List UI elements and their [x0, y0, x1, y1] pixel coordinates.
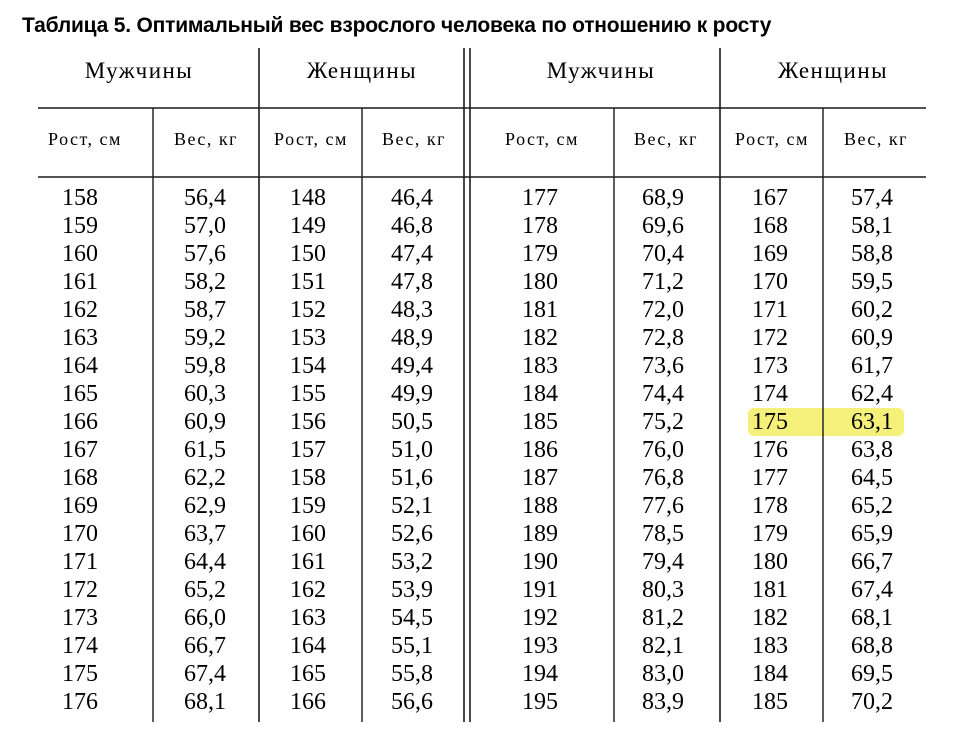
table-cell: 56,4 [184, 185, 226, 211]
table-cell: 83,0 [642, 661, 684, 687]
table-cell: 58,2 [184, 269, 226, 295]
table-cell: 169 [62, 493, 98, 519]
table-cell: 158 [62, 185, 98, 211]
table-cell: 70,4 [642, 241, 684, 267]
table-cell: 185 [522, 409, 558, 435]
table-cell: 57,6 [184, 241, 226, 267]
table-cell: 78,5 [642, 521, 684, 547]
table-cell: 180 [522, 269, 558, 295]
table-cell: 157 [290, 437, 326, 463]
table-cell: 171 [752, 297, 788, 323]
table-cell: 176 [62, 689, 98, 715]
table-cell: 71,2 [642, 269, 684, 295]
table-cell: 167 [62, 437, 98, 463]
table-cell: 187 [522, 465, 558, 491]
table-cell: 51,6 [391, 465, 433, 491]
table-cell: 63,8 [851, 437, 893, 463]
table-cell: 69,6 [642, 213, 684, 239]
column-header-1: Рост, см [48, 129, 122, 149]
table-cell: 152 [290, 297, 326, 323]
table-cell: 192 [522, 605, 558, 631]
table-cell: 55,1 [391, 633, 433, 659]
table-cell: 58,8 [851, 241, 893, 267]
table-cell: 68,9 [642, 185, 684, 211]
table-cell: 177 [522, 185, 558, 211]
table-cell: 60,9 [851, 325, 893, 351]
table-cell: 159 [290, 493, 326, 519]
table-cell: 168 [62, 465, 98, 491]
table-cell: 49,4 [391, 353, 433, 379]
table-cell: 62,9 [184, 493, 226, 519]
table-cell: 68,1 [184, 689, 226, 715]
table-cell: 75,2 [642, 409, 684, 435]
table-cell: 162 [62, 297, 98, 323]
table-cell: 168 [752, 213, 788, 239]
column-header-6: Вес, кг [633, 129, 699, 149]
table-cell: 164 [62, 353, 98, 379]
table-cell: 195 [522, 689, 558, 715]
table-cell: 54,5 [391, 605, 433, 631]
column-header-4: Вес, кг [381, 129, 447, 149]
table-cell: 47,8 [391, 269, 433, 295]
page-title: Таблица 5. Оптимальный вес взрослого человека по отношению к росту [22, 14, 772, 37]
table-cell: 60,2 [851, 297, 893, 323]
table-cell: 177 [752, 465, 788, 491]
table-cell: 154 [290, 353, 326, 379]
table-cell: 148 [290, 185, 326, 211]
table-cell: 66,7 [851, 549, 893, 575]
group-header-3: Мужчины [546, 58, 656, 83]
table-cell: 67,4 [851, 577, 893, 603]
table-cell: 60,9 [184, 409, 226, 435]
table-cell: 172 [62, 577, 98, 603]
table-cell: 63,1 [851, 409, 893, 435]
table-cell: 50,5 [391, 409, 433, 435]
table-cell: 68,1 [851, 605, 893, 631]
table-cell: 159 [62, 213, 98, 239]
table-cell: 163 [290, 605, 326, 631]
table-cell: 66,0 [184, 605, 226, 631]
group-header-2: Женщины [306, 58, 418, 83]
table-cell: 70,2 [851, 689, 893, 715]
table-cell: 162 [290, 577, 326, 603]
table-cell: 175 [62, 661, 98, 687]
table-text [48, 58, 908, 715]
table-cell: 57,0 [184, 213, 226, 239]
table-cell: 64,5 [851, 465, 893, 491]
table-cell: 62,2 [184, 465, 226, 491]
table-cell: 166 [290, 689, 326, 715]
table-cell: 51,0 [391, 437, 433, 463]
table-cell: 83,9 [642, 689, 684, 715]
table-cell: 53,9 [391, 577, 433, 603]
column-header-3: Рост, см [274, 129, 348, 149]
table-cell: 150 [290, 241, 326, 267]
table-cell: 49,9 [391, 381, 433, 407]
table-cell: 48,3 [391, 297, 433, 323]
table-cell: 164 [290, 633, 326, 659]
table-cell: 61,7 [851, 353, 893, 379]
table-cell: 65,2 [851, 493, 893, 519]
table-cell: 55,8 [391, 661, 433, 687]
table-cell: 62,4 [851, 381, 893, 407]
table-cell: 52,6 [391, 521, 433, 547]
table-cell: 46,4 [391, 185, 433, 211]
column-header-7: Рост, см [735, 129, 809, 149]
table-cell: 180 [752, 549, 788, 575]
table-cell: 80,3 [642, 577, 684, 603]
column-header-2: Вес, кг [173, 129, 239, 149]
table-cell: 68,8 [851, 633, 893, 659]
group-header-1: Мужчины [84, 58, 194, 83]
table-cell: 59,5 [851, 269, 893, 295]
table-cell: 178 [752, 493, 788, 519]
table-cell: 57,4 [851, 185, 893, 211]
table-cell: 178 [522, 213, 558, 239]
table-cell: 189 [522, 521, 558, 547]
table-rules [38, 48, 926, 722]
table-cell: 67,4 [184, 661, 226, 687]
table-cell: 186 [522, 437, 558, 463]
table-cell: 48,9 [391, 325, 433, 351]
table-cell: 174 [752, 381, 788, 407]
table-cell: 170 [752, 269, 788, 295]
table-cell: 52,1 [391, 493, 433, 519]
table-cell: 65,9 [851, 521, 893, 547]
table-cell: 64,4 [184, 549, 226, 575]
table-cell: 79,4 [642, 549, 684, 575]
table-cell: 182 [522, 325, 558, 351]
table-cell: 170 [62, 521, 98, 547]
table-cell: 155 [290, 381, 326, 407]
table-cell: 193 [522, 633, 558, 659]
table-cell: 58,7 [184, 297, 226, 323]
table-cell: 56,6 [391, 689, 433, 715]
column-header-5: Рост, см [505, 129, 579, 149]
table-cell: 182 [752, 605, 788, 631]
table-cell: 165 [62, 381, 98, 407]
table-cell: 161 [62, 269, 98, 295]
table-cell: 166 [62, 409, 98, 435]
table-cell: 171 [62, 549, 98, 575]
table-cell: 179 [522, 241, 558, 267]
table-cell: 61,5 [184, 437, 226, 463]
table-cell: 174 [62, 633, 98, 659]
table-cell: 156 [290, 409, 326, 435]
table-cell: 63,7 [184, 521, 226, 547]
table-cell: 65,2 [184, 577, 226, 603]
table-cell: 151 [290, 269, 326, 295]
table-cell: 173 [752, 353, 788, 379]
table-cell: 53,2 [391, 549, 433, 575]
table-cell: 181 [752, 577, 788, 603]
table-cell: 169 [752, 241, 788, 267]
table-cell: 181 [522, 297, 558, 323]
table-cell: 191 [522, 577, 558, 603]
table-cell: 161 [290, 549, 326, 575]
table-cell: 167 [752, 185, 788, 211]
table-cell: 185 [752, 689, 788, 715]
table-cell: 58,1 [851, 213, 893, 239]
table-cell: 188 [522, 493, 558, 519]
table-cell: 47,4 [391, 241, 433, 267]
table-cell: 163 [62, 325, 98, 351]
table-cell: 183 [522, 353, 558, 379]
table-cell: 176 [752, 437, 788, 463]
table-cell: 184 [522, 381, 558, 407]
table-cell: 73,6 [642, 353, 684, 379]
table-cell: 74,4 [642, 381, 684, 407]
table-cell: 72,8 [642, 325, 684, 351]
table-cell: 69,5 [851, 661, 893, 687]
table-cell: 59,2 [184, 325, 226, 351]
table-cell: 183 [752, 633, 788, 659]
group-header-4: Женщины [777, 58, 889, 83]
table-cell: 160 [62, 241, 98, 267]
table-cell: 66,7 [184, 633, 226, 659]
table-cell: 59,8 [184, 353, 226, 379]
table-cell: 153 [290, 325, 326, 351]
table-cell: 184 [752, 661, 788, 687]
table-cell: 60,3 [184, 381, 226, 407]
table-cell: 175 [752, 409, 788, 435]
table-cell: 190 [522, 549, 558, 575]
table-cell: 165 [290, 661, 326, 687]
table-cell: 82,1 [642, 633, 684, 659]
column-header-8: Вес, кг [843, 129, 909, 149]
table-cell: 77,6 [642, 493, 684, 519]
table-cell: 76,0 [642, 437, 684, 463]
table-cell: 179 [752, 521, 788, 547]
table-cell: 81,2 [642, 605, 684, 631]
table-cell: 173 [62, 605, 98, 631]
table-cell: 72,0 [642, 297, 684, 323]
table-cell: 149 [290, 213, 326, 239]
table-cell: 160 [290, 521, 326, 547]
table-cell: 158 [290, 465, 326, 491]
table-cell: 46,8 [391, 213, 433, 239]
table-cell: 194 [522, 661, 558, 687]
table-cell: 172 [752, 325, 788, 351]
table-cell: 76,8 [642, 465, 684, 491]
